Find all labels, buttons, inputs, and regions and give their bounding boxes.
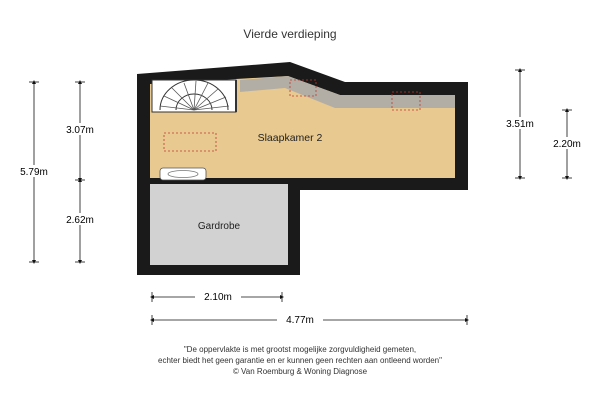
- dimension-label: 5.79m: [20, 167, 48, 178]
- dimension-label: 2.10m: [204, 292, 232, 303]
- room-label-bedroom: Slaapkamer 2: [257, 132, 323, 144]
- dimension-label: 2.20m: [553, 139, 581, 150]
- sink: [160, 168, 206, 180]
- dimension-right-inner-height: [546, 110, 588, 178]
- dimension-lower-height: [60, 180, 100, 262]
- disclaimer: [0, 344, 600, 377]
- dimension-label: 4.77m: [286, 315, 314, 326]
- dimension-label: 3.51m: [506, 119, 534, 130]
- disclaimer-line: "De oppervlakte is met grootst mogelijke zorgvuldigheid gemeten,: [183, 345, 417, 354]
- dimension-upper-height: [60, 82, 100, 180]
- dimension-total-height: [14, 82, 54, 262]
- floor-title: Vierde verdieping: [243, 27, 337, 41]
- dimension-label: 2.62m: [66, 215, 94, 226]
- disclaimer-line: echter biedt het geen garantie en er kunnen geen rechten aan ontleend worden": [158, 356, 442, 365]
- room-label-wardrobe: Gardrobe: [197, 221, 241, 232]
- copyright: © Van Roemburg & Woning Diagnose: [232, 367, 368, 376]
- dimension-width-lower: [152, 290, 282, 303]
- dimension-width-total: [152, 313, 467, 326]
- spiral-staircase: [152, 80, 236, 112]
- dimension-right-height: [499, 70, 541, 178]
- dimension-label: 3.07m: [66, 125, 94, 136]
